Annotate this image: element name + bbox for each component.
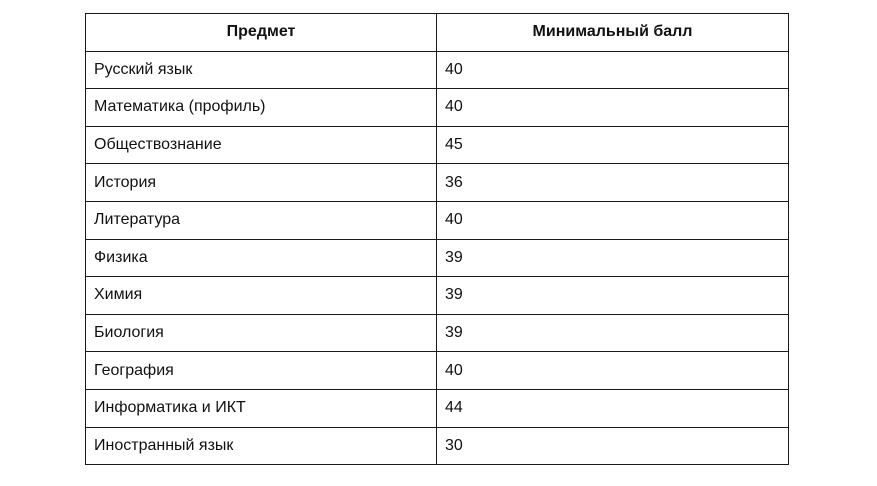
- table-row: [86, 51, 789, 89]
- subject-cell: Иностранный язык: [86, 427, 437, 465]
- score-cell: 39: [437, 239, 789, 277]
- table-row: [86, 389, 789, 427]
- table-body: [86, 51, 789, 465]
- table-row: [86, 352, 789, 390]
- subject-cell: Химия: [86, 277, 437, 315]
- score-cell: 45: [437, 126, 789, 164]
- header-subject: Предмет: [86, 14, 437, 52]
- header-min-score: Минимальный балл: [437, 14, 789, 52]
- table-row: [86, 239, 789, 277]
- table-row: [86, 427, 789, 465]
- subject-cell: Обществознание: [86, 126, 437, 164]
- score-cell: 40: [437, 51, 789, 89]
- table-row: [86, 314, 789, 352]
- score-cell: 39: [437, 314, 789, 352]
- header-row: [86, 14, 789, 52]
- table-row: [86, 126, 789, 164]
- subject-cell: Биология: [86, 314, 437, 352]
- subject-cell: Физика: [86, 239, 437, 277]
- subject-cell: Информатика и ИКТ: [86, 389, 437, 427]
- subject-cell: Математика (профиль): [86, 89, 437, 127]
- min-scores-table: [85, 13, 789, 465]
- subject-cell: История: [86, 164, 437, 202]
- subject-cell: Русский язык: [86, 51, 437, 89]
- subject-cell: Литература: [86, 201, 437, 239]
- table-row: [86, 164, 789, 202]
- score-cell: 30: [437, 427, 789, 465]
- table-row: [86, 277, 789, 315]
- score-cell: 40: [437, 201, 789, 239]
- score-cell: 40: [437, 352, 789, 390]
- score-cell: 39: [437, 277, 789, 315]
- score-cell: 40: [437, 89, 789, 127]
- score-cell: 36: [437, 164, 789, 202]
- table-header: [86, 14, 789, 52]
- table-row: [86, 89, 789, 127]
- table-row: [86, 201, 789, 239]
- score-cell: 44: [437, 389, 789, 427]
- subject-cell: География: [86, 352, 437, 390]
